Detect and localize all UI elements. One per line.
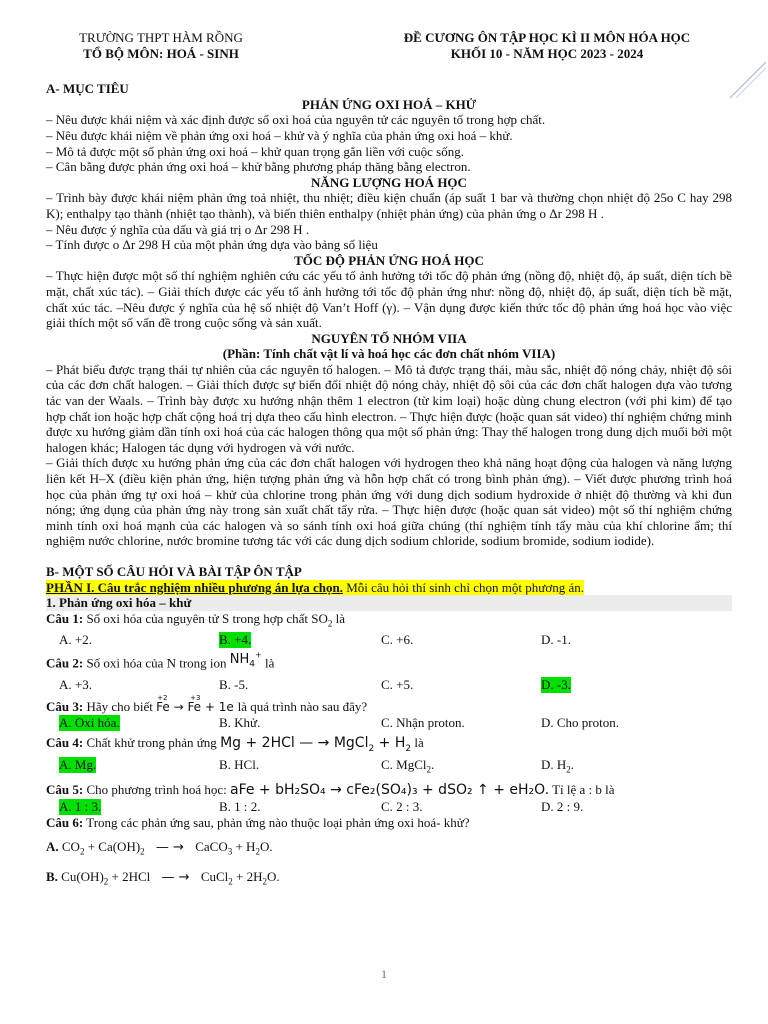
energy-paragraph: – Nêu được ý nghĩa của dấu và giá trị o Δr 298 H . [46,221,310,237]
options-row [46,677,732,693]
option-b[interactable]: B. -5. [219,677,249,693]
question-text: Chất khử trong phản ứng [86,734,217,750]
oxidation-state: +3 [190,693,201,702]
redox-objectives [46,112,732,174]
question-label: Câu 1: [46,610,84,626]
halogen-paragraph: – Giải thích được xu hướng phản ứng của các đơn chất halogen với hydrogen theo khả năng hoạt động của halogen và năng lượng liên kết H–X (điều kiện phản ứng, hiện tượng phản ứng và hỗn hợp chất có trong bình phản ứng). – Viết được phương trình hoá học của phản ứng tự oxi hoá – khử của chlorine trong phản ứng với dung dịch sodium hydroxide ở nhiệt độ thường và khi đun nóng; ứng dụng của phản ứng này trong sản xuất chất tẩy rửa. – Thực hiện được (hoặc quan sát video) một số thí nghiệm chứng minh tính oxi hoá mạnh của các halogen và so sánh tính oxi hoá giữa chúng (thí nghiệm tính tẩy màu của khí chlorine ẩm; thí nghiệm nước chlorine, nước bromine tương tác với các dung dịch sodium chloride, sodium bromide, sodium iodide). [46,455,732,549]
objective-line: – Nêu được khái niệm và xác định được số oxi hoá của nguyên tử các nguyên tố trong hợp chất. [46,112,546,128]
option-b[interactable]: B. 1 : 2. [219,799,261,815]
section-b-heading: B- MỘT SỐ CÂU HỎI VÀ BÀI TẬP ÔN TẬP [46,564,302,579]
question-4 [46,735,732,757]
question-label: Câu 3: [46,698,84,714]
question-label: Câu 4: [46,734,84,750]
document-header [46,30,732,61]
objective-line: – Cân bằng được phản ứng oxi hoá – khử bằng phương pháp thăng bằng electron. [46,159,471,175]
question-label: Câu 2: [46,654,84,670]
halogen-paragraph: – Phát biểu được trạng thái tự nhiên của các nguyên tố halogen. – Mô tả được trạng thái, màu sắc, nhiệt độ nóng chảy, nhiệt độ sôi của các đơn chất halogen. – Giải thích được sự biến đổi nhiệt độ nóng chảy, nhiệt độ sôi của các đơn chất halogen dựa vào tương tác van der Waals. – Trình bày được xu hướng nhận thêm 1 electron (từ kim loại) hoặc dùng chung electron (với phi kim) để tạo hợp chất ion hoặc hợp chất cộng hoá trị dựa theo cấu hình electron. – Thực hiện được (hoặc quan sát video) thí nghiệm chứng minh được xu hướng giảm dần tính oxi hoá của các halogen thông qua một số phản ứng: Thay thế halogen trong dung dịch muối bởi một halogen khác; Halogen tác dụng với hydrogen và với nước. [46,361,732,455]
correct-answer-highlight: A. Oxi hóa. [59,715,120,731]
section-a-heading: A- MỤC TIÊU [46,81,129,97]
part-one-title: PHẦN I. Câu trắc nghiệm nhiều phương án lựa chọn. [46,579,343,595]
department-name: TỔ BỘ MÔN: HOÁ - SINH [83,45,239,61]
school-name: TRƯỜNG THPT HÀM RỒNG [79,30,243,45]
topic-halogen-subtitle: (Phần: Tính chất vật lí và hoá học các đơn chất nhóm VIIA) [222,346,556,362]
reaction-equation: Mg + 2HCl — → MgCl$_2$ + $H_2$ [220,734,412,754]
option-d[interactable]: D. Cho proton. [541,715,619,731]
correct-answer-highlight: B. +4. [219,631,252,647]
question-label: Câu 6: [46,814,84,830]
options-row [46,715,732,731]
topic-rate-title: TỐC ĐỘ PHẢN ỨNG HOÁ HỌC [294,252,484,268]
option-b[interactable] [219,632,381,648]
correct-answer-highlight: D. -3. [541,677,571,693]
option-d[interactable]: D. 2 : 9. [541,799,584,815]
question-text: Hãy cho biết [86,698,153,714]
options-row [46,757,732,778]
option-c[interactable]: C. 2 : 3. [381,799,423,815]
option-a[interactable]: A. +3. [59,677,92,693]
question-text: Trong các phản ứng sau, phản ứng nào thuộc loại phản ứng oxi hoá- khử? [86,814,470,830]
option-a[interactable] [59,799,219,815]
question-tail: là quá trình nào sau đây? [237,698,368,714]
topic-halogen-title: NGUYÊN TỐ NHÓM VIIA [311,330,467,346]
document-page [46,30,732,891]
page-number: 1 [381,967,387,981]
option-c[interactable]: C. +5. [381,677,414,693]
correct-answer-highlight: A. Mg. [59,757,97,773]
half-reaction: +2 +3 Fe → Fe + 1e [156,700,237,714]
option-a[interactable]: A. +2. [59,631,92,647]
option-d[interactable] [541,677,571,693]
question-text: Số oxi hóa của nguyên tử S trong hợp chất SO [86,610,328,626]
question-5 [46,782,732,799]
energy-paragraph: – Trình bày được khái niệm phản ứng toả nhiệt, thu nhiệt; điều kiện chuẩn (áp suất 1 bar và thường chọn nhiệt độ 25o C hay 298 K); enthalpy tạo thành (nhiệt tạo thành), và biến thiên enthalpy (nhiệt phản ứng) của phản ứng o Δr 298 H . [46,190,732,221]
part-one-instruction [46,580,732,596]
question-text: Cho phương trình hoá học: [86,782,227,798]
question-1 [46,611,732,632]
option-c[interactable]: C. +6. [381,631,414,647]
option-a[interactable] [59,715,219,731]
ion-formula: $NH_4^+$ [229,650,262,670]
energy-paragraph: – Tính được o Δr 298 H của một phản ứng dựa vào bảng số liệu [46,237,378,253]
option-b[interactable]: B. $Cu(OH)_2 + 2HCl$ — → CuCl$_2$ + $2H_2O$. [46,869,280,887]
question-2 [46,652,732,678]
topic-energy-title: NĂNG LƯỢNG HOÁ HỌC [311,174,467,190]
question-tail: là [414,734,424,750]
topic-band: 1. Phản ứng oxi hóa – khử [46,595,732,611]
correct-answer-highlight: A. 1 : 3. [59,799,102,815]
objective-line: – Nêu được khái niệm về phản ứng oxi hoá – khử và ý nghĩa của phản ứng oxi hoá – khử. [46,127,513,143]
option-c[interactable]: C. Nhận proton. [381,715,465,731]
rate-paragraph: – Thực hiện được một số thí nghiệm nghiên cứu các yếu tố ảnh hưởng tới tốc độ phản ứng (nồng độ, nhiệt độ, áp suất, diện tích bề mặt, chất xúc tác). – Giải thích được các yếu tố ảnh hưởng tới tốc độ phản ứng như: nồng độ, nhiệt độ, áp suất, diện tích bề mặt, chất xúc tác. –Nêu được ý nghĩa của hệ số nhiệt độ Van’t Hoff (γ). – Vận dụng được kiến thức tốc độ phản ứng hoá học vào việc giải thích một số vấn đề trong cuộc sống và sản xuất. [46,268,732,331]
option-b[interactable]: B. Khử. [219,715,261,731]
topic-redox-title: PHẢN ỨNG OXI HOÁ – KHỬ [301,96,477,112]
objective-line: – Mô tả được một số phản ứng oxi hoá – khử quan trọng gắn liền với cuộc sống. [46,143,464,159]
option-b[interactable]: B. HCl. [219,757,260,773]
question-tail: là [332,610,345,626]
question-3 [46,693,732,716]
options-row [46,632,732,648]
option-a[interactable] [59,757,219,778]
question-text: Số oxi hóa của N trong ion [86,654,227,670]
option-d[interactable]: D. $H_2$. [541,757,575,775]
question-tail: Tỉ lệ a : b là [552,782,615,798]
option-c[interactable]: C. MgCl$_2$. [381,757,435,775]
grade-year: KHỐI 10 - NĂM HỌC 2023 - 2024 [450,45,644,61]
part-one-note: Mỗi câu hỏi thí sinh chỉ chọn một phương án. [342,579,584,595]
option-d[interactable]: D. -1. [541,631,571,647]
document-title: ĐỀ CƯƠNG ÔN TẬP HỌC KÌ II MÔN HÓA HỌC [403,30,691,45]
corner-decoration [728,60,768,100]
question-6 [46,815,732,831]
question-tail: là [264,654,275,670]
option-a[interactable]: A. $CO_2 + Ca(OH)_2$ — → CaCO$_3$ + $H_2O$. [46,839,273,857]
oxidation-state: +2 [157,693,168,702]
subscript: 2 [327,618,333,629]
options-row [46,799,732,815]
question-label: Câu 5: [46,782,84,798]
reaction-equation: aFe + bH₂SO₄ → cFe₂(SO₄)₃ + dSO₂ ↑ + eH₂O. [230,782,550,799]
